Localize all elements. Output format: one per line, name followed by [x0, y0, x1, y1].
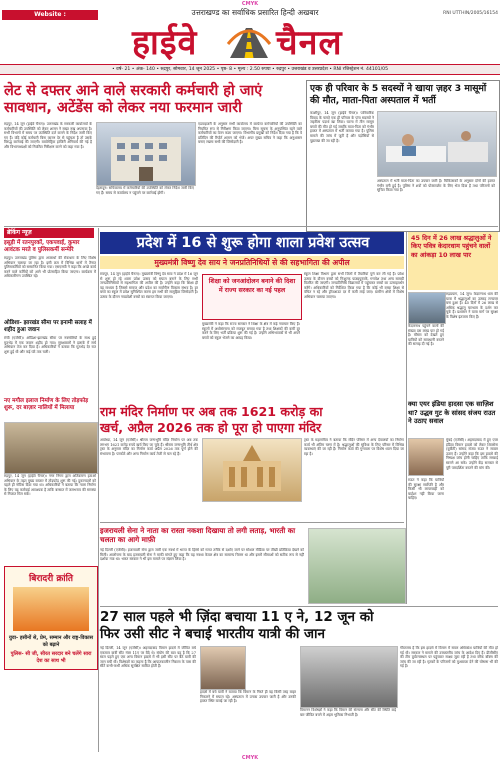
shala-inset-text: शिक्षा को जनआंदोलन बनाने की दिशा में राज्य सरकार का नई पहल — [208, 278, 296, 294]
family-body-right: अस्पताल में भर्ती माता-पिता का उपचार जारी है। चिकित्सकों के अनुसार दोनों की हालत गंभीर बनी हुई है। पुलिस ने शवों को पोस्टमार्टम के लिए भेज दिया है तथा परिजनों को सूचित किया गया है। — [377, 179, 495, 193]
website-bar[interactable]: Website : www.highwaychannel.in — [2, 10, 98, 20]
sanjay-raut-photo — [408, 438, 444, 476]
hospital-photo — [377, 111, 497, 177]
ad-line-1: युवा- हसीनों से, प्रेम, सम्मान और राष्ट्र-विकास को बढ़ाने — [9, 635, 93, 648]
ad-line-2: पुलिस- सी जी, सीरत सरदार बने चलेंगे सारा देश का साथ भी — [10, 651, 92, 664]
shala-inset-box — [202, 274, 302, 320]
map-photo — [308, 528, 406, 604]
ram-headline-2: खर्च, अप्रैल 2026 तक हो पूरा हो पाएगा मंदिर — [100, 420, 322, 435]
crash-photo — [300, 646, 398, 708]
lead-body-col1: रुद्रपुर, 14 जून (हाईवे चैनल)। उत्तराखंड के सरकारी कार्यालयों के कर्मचारियों की उपस्थिति को लेकर शासन ने सख्त रुख अपनाया है। सभी विभागों में समय पर उपस्थिति दर्ज कराने के निर्देश जारी किए गए हैं। यदि कोई कर्मचारी बिना कारण देर से पहुंचता है तो उसके विरुद्ध कार्रवाई की जाएगी। बायोमेट्रिक हाजिरी अनिवार्य की गई है और विभागाध्यक्षों को नियमित निरीक्षण करने को कहा गया है। — [4, 122, 92, 149]
lead-photo-caption: देहरादून। सचिवालय में कर्मचारियों की उपस्थिति को लेकर निर्देश जारी किए गए हैं। समय से कार्यालय न पहुंचने पर कार्रवाई होगी। — [96, 186, 194, 195]
breaking-body: रुद्रपुर। उत्तराखंड पुलिस द्वारा अपराधों की रोकथाम के लिए विशेष अभियान चलाया जा रहा है। इसी क्रम में विभिन्न थानों में तैनात पुलिसकर्मियों को सम्मानित किया गया। एसएसपी ने कहा कि अच्छे कार्य करने वाले कर्मियों को आगे भी प्रोत्साहित किया जाएगा। कार्यक्रम में अधिकारीगण उपस्थित रहे। — [4, 256, 96, 279]
seat-body-col1: नई दिल्ली, 14 जून (एजेंसी)। अहमदाबाद विमान हादसे में जीवित बचे एकमात्र यात्री सीट नंबर 11ए पर बैठे थे। संयोग की बात यह है कि 27 साल पहले हुए एक अन्य विमान हादसे में भी इसी सीट पर बैठे यात्री की जान बची थी। विशेषज्ञों का कहना है कि आपातकालीन निकास के पास की सीटें कभी-कभी अधिक सुरक्षित साबित होती हैं। — [100, 646, 196, 669]
family-news-box — [306, 80, 500, 232]
family-headline: एक ही परिवार के 5 सदस्यों ने खाया ज़हर 3 मासूमों की मौत, माता-पिता अस्पताल में भर्ती — [310, 83, 487, 106]
divider-mid — [100, 522, 404, 523]
office-building-photo — [96, 122, 196, 186]
lakh-body-2: केदारनाथ पहुंचने वालों की संख्या दस लाख पार हो गई है। मौसम को देखते हुए यात्रियों को सावधानी बरतने की सलाह दी गई है। — [408, 324, 444, 347]
survivor-photo — [200, 646, 246, 690]
ad-title: बिरादरी क्रांति — [28, 574, 74, 584]
shala-subhead: मुख्यमंत्री विष्णु देव साय ने जनप्रतिनिधियों से की सहभागिता की अपील — [154, 258, 350, 267]
judge-headline: ओडिशा- झारखंड सीमा पर इनामी सलाह में शहीद हुआ जवान — [4, 320, 92, 333]
cmyk-mark-bottom: CMYK — [241, 755, 259, 761]
side3-body: रुद्रपुर, 14 जून (हाईवे चैनल)। नगर निगम द्वारा अतिक्रमण हटाओ अभियान के तहत मुख्य बाजार में तोड़फोड़ शुरू की गई। दुकानदारों को पहले ही नोटिस दिया गया था। अधिकारियों ने बताया कि नाला निर्माण के लिए यह कार्रवाई आवश्यक है ताकि बरसात में जलभराव की समस्या से निजात मिल सके। — [4, 474, 96, 497]
india-headline: क्या एयर इंडिया हादसा एक साज़िश था? उद्धव गुट के सांसद संजय राउत ने उठाए सवाल — [408, 400, 496, 426]
dateline-bar: • वर्ष- 21 • अंक- 140 • रुद्रपुर, सोमवार, 14 जून 2025 • पृष्ठ- 8 • मूल्य : 2.50 रुपया • रुद्रपुर • उत्तराखंड व उत्तरप्रदेश • RNI रजिस्ट्रेशन नं. 44101/05 — [0, 64, 500, 75]
ad-image — [13, 587, 89, 631]
seat-body-col3: विमानन विशेषज्ञों ने कहा कि विमान की संरचना और सीट की स्थिति कई बार जीवित बचने में अहम भूमिका निभाती है। — [300, 708, 396, 717]
ram-mandir-photo — [202, 438, 302, 502]
divider-low — [100, 606, 498, 607]
shala-headline-bar — [100, 232, 404, 254]
demolition-photo — [4, 422, 98, 474]
kedarnath-photo — [408, 292, 446, 324]
ram-body-col2: ट्रस्ट के महासचिव ने बताया कि मंदिर परिसर में अन्य देवालयों का निर्माण कार्य भी अंतिम चरण में है। श्रद्धालुओं की सुविधा के लिए परिसर में विभिन्न व्यवस्थाएं की जा रही हैं। निर्माण कार्य की गुणवत्ता पर विशेष ध्यान दिया जा रहा है। — [304, 438, 404, 456]
india-body: मुंबई (एजेंसी)। अहमदाबाद में हुए एयर इंडिया विमान हादसे को लेकर शिवसेना (यूबीटी) सांसद संजय राउत ने सवाल उठाए हैं। उन्होंने कहा कि इस हादसे की निष्पक्ष जांच होनी चाहिए ताकि सच्चाई सामने आ सके। उन्होंने केंद्र सरकार से पूरी पारदर्शिता बरतने की मांग की। — [446, 438, 498, 470]
seat-body-col4: गौरतलब है कि इस हादसे में विमान में सवार अधिकांश यात्रियों की मौत हो गई थी। सरकार ने मामले की उच्चस्तरीय जांच के आदेश दिए हैं। डीजीसीए की टीम दुर्घटनास्थल पर पहुंचकर साक्ष्य जुटा रही है तथा ब्लैक बॉक्स की जांच की जा रही है। मृतकों के परिजनों को मुआवजा देने की घोषणा भी की गई है। — [400, 646, 498, 669]
breaking-headline: इसूड़ी में रतनपुरकों, एकपवार्ई, कुमार आवंटक मरते व पुलिसकर्मी सन्मेरि — [4, 240, 80, 253]
shala-subhead-bar — [100, 256, 404, 269]
side3-headline: नए मगौल इलाज निर्माण के लिए तोड़फोड़ शुरू, दर बाज़ार नालियों में मिलाया — [4, 398, 89, 411]
cmyk-mark-top: CMYK — [241, 1, 259, 7]
lead-headline-2: सावधान, अटेंडेंस को लेकर नया फरमान जारी — [4, 100, 242, 116]
family-body-left: काशीपुर, 14 जून (हाईवे चैनल)। पारिवारिक विवाद के चलते एक ही परिवार के पांच सदस्यों ने जहरीला पदार्थ खा लिया। घटना में तीन मासूम बच्चों की मौत हो गई जबकि माता-पिता को गंभीर हालत में अस्पताल में भर्ती कराया गया है। पुलिस मामले की जांच में जुटी है और पड़ोसियों से पूछताछ की जा रही है। — [310, 111, 374, 143]
regd-number: RNI UTTHIN/2005/16154 — [443, 11, 498, 16]
seat-headline-1: 27 साल पहले भी ज़िंदा बचाया 11 ए ने, 12 जून को — [100, 609, 374, 625]
shala-body-col1: रायपुर, 14 जून (हाईवे चैनल)। मुख्यमंत्री विष्णु देव साय ने प्रदेश में 16 जून से शुरू हो रहे शाला प्रवेश उत्सव को सफल बनाने के लिए सभी जनप्रतिनिधियों से सहभागिता की अपील की है। उन्होंने कहा कि शिक्षा ही वह माध्यम है जिससे समाज और प्रदेश का सर्वांगीण विकास संभव है। हर बच्चे का स्कूल में प्रवेश सुनिश्चित करना हम सभी की सामूहिक जिम्मेदारी है। उत्सव के दौरान नवप्रवेशी बच्चों का स्वागत किया जाएगा। — [100, 272, 198, 299]
masthead-title-left: हाईवे — [132, 23, 198, 63]
divider-left-col — [98, 228, 99, 752]
shala-body-col3: स्कूल शिक्षा विभाग द्वारा सभी जिलों में तैयारियां पूर्ण कर ली गई हैं। प्रवेश उत्सव के दौरान बच्चों को निःशुल्क पाठ्यपुस्तकें, गणवेश तथा अन्य सामग्री वितरित की जाएगी। जनप्रतिनिधि विद्यालयों में पहुंचकर बच्चों का उत्साहवर्धन करेंगे। अधिकारियों को निर्देशित किया गया है कि कोई भी बच्चा शिक्षा से वंचित न रहे और ड्रॉपआउट दर में कमी लाई जाए। ग्रामीण क्षेत्रों में विशेष अभियान चलाया जाएगा। — [304, 272, 404, 299]
lakh-headline: 45 दिन में 26 लाख श्रद्धालुओं ने किए पवित्र केदारधाम पहुंचने वालों का आंकड़ा 10 लाख पार — [411, 234, 492, 259]
lead-headline-1: लेट से दफ्तर आने वाले सरकारी कर्मचारी हो जाएं — [4, 83, 263, 99]
ram-headline-1: राम मंदिर निर्माण पर अब तक 1621 करोड़ का — [100, 404, 323, 419]
road-logo-icon — [226, 24, 272, 60]
india-body-2: राउत ने कहा कि यात्रियों की सुरक्षा सर्वोपरि है और किसी भी लापरवाही को बर्दाश्त नहीं किया जाना चाहिए। — [408, 478, 444, 501]
israel-headline: इजरायली सेना ने नाता का रास्ता नकशा दिखाया तो लगी लताड़, भारती का चलता का आगे माफ़ी — [100, 526, 296, 545]
advertisement-box[interactable] — [4, 566, 98, 670]
seat-body-col2: हादसे में बचे यात्री ने बताया कि विमान के गिरते ही वह किसी तरह बाहर निकलने में सफल रहे। अस्पताल में उनका उपचार जारी है और उनकी हालत स्थिर बताई जा रही है। — [200, 690, 296, 704]
lakh-body: रुद्रप्रयाग, 14 जून। केदारनाथ धाम की यात्रा में श्रद्धालुओं का उत्साह लगातार बना हुआ है। 45 दिनों में 26 लाख से अधिक श्रद्धालु चारधाम के दर्शन कर चुके हैं। प्रशासन ने यात्रा मार्ग पर सुरक्षा के विशेष इंतजाम किए हैं। — [446, 292, 498, 319]
tagline: उत्तराखण्ड का सर्वाधिक प्रसारित हिन्दी अखबार — [191, 8, 319, 17]
lead-body-col3: एडवाइजरी के अनुसार सभी कार्यालय में कार्यरत कर्मचारियों की उपस्थिति का नियमित रूप से निरीक्षण किया जाएगा। बिना सूचना के अनुपस्थित रहने वाले कर्मचारियों का वेतन काटा जाएगा। विभागीय प्रमुखों को निर्देश दिया गया है कि वे प्रतिदिन की रिपोर्ट शासन को भेजें। अपर मुख्य सचिव ने कहा कि अनुशासन बनाए रखना सभी की जिम्मेदारी है। — [198, 122, 302, 145]
lakh-headline-box — [408, 232, 498, 290]
divider-right-col — [406, 232, 407, 604]
seat-headline-2: फिर उसी सीट ने बचाई भारतीय यात्री की जान — [100, 626, 326, 642]
israel-body: नई दिल्ली (एजेंसी)। इजरायली सेना द्वारा जारी एक नक्शे में भारत के हिस्से को गलत तरीके से दर्शाए जाने पर सोशल मीडिया पर तीखी प्रतिक्रिया देखने को मिली। आलोचना के बाद इजरायली सेना ने माफी मांगते हुए कहा कि यह नक्शा केवल क्षेत्र का सामान्य चित्रण था और इसमें सीमाओं को सटीक रूप से नहीं दर्शाया गया था। भारत सरकार ने भी इस मामले पर संज्ञान लिया है। — [100, 548, 304, 562]
masthead-title-right: चैनल — [276, 23, 343, 63]
shala-headline: प्रदेश में 16 से शुरू होगा शाला प्रवेश उत्सव — [136, 235, 370, 251]
ram-body-col1: अयोध्या, 14 जून (एजेंसी)। श्रीराम जन्मभूमि मंदिर निर्माण पर अब तक लगभग 1621 करोड़ रुपये खर्च किए जा चुके हैं। श्रीराम जन्मभूमि तीर्थ क्षेत्र ट्रस्ट के अनुसार मंदिर का निर्माण कार्य अप्रैल 2026 तक पूर्ण होने की संभावना है। परकोटे और अन्य निर्माण कार्य तेजी से चल रहे हैं। — [100, 438, 198, 456]
shala-body-col2: मुख्यमंत्री ने कहा कि राज्य सरकार ने शिक्षा के क्षेत्र में कई नवाचार किए हैं। स्कूलों में अधोसंरचना को मजबूत बनाया गया है तथा शिक्षकों की कमी दूर करने के लिए भर्ती प्रक्रिया शुरू की गई है। उन्होंने अभिभावकों से भी अपने बच्चों को स्कूल भेजने का आग्रह किया। — [202, 322, 300, 340]
breaking-label: ब्रेकिंग न्यूज़ — [4, 228, 94, 238]
judge-body: रांची (एजेंसी)। ओडिशा-झारखंड सीमा पर नक्सलियों के साथ हुई मुठभेड़ में एक जवान शहीद हो गया। सुरक्षाबलों ने इलाके में सर्च अभियान तेज कर दिया है। अधिकारियों ने बताया कि मुठभेड़ देर रात शुरू हुई थी और कई घंटे तक चली। — [4, 336, 96, 354]
divider-lead — [4, 226, 498, 227]
